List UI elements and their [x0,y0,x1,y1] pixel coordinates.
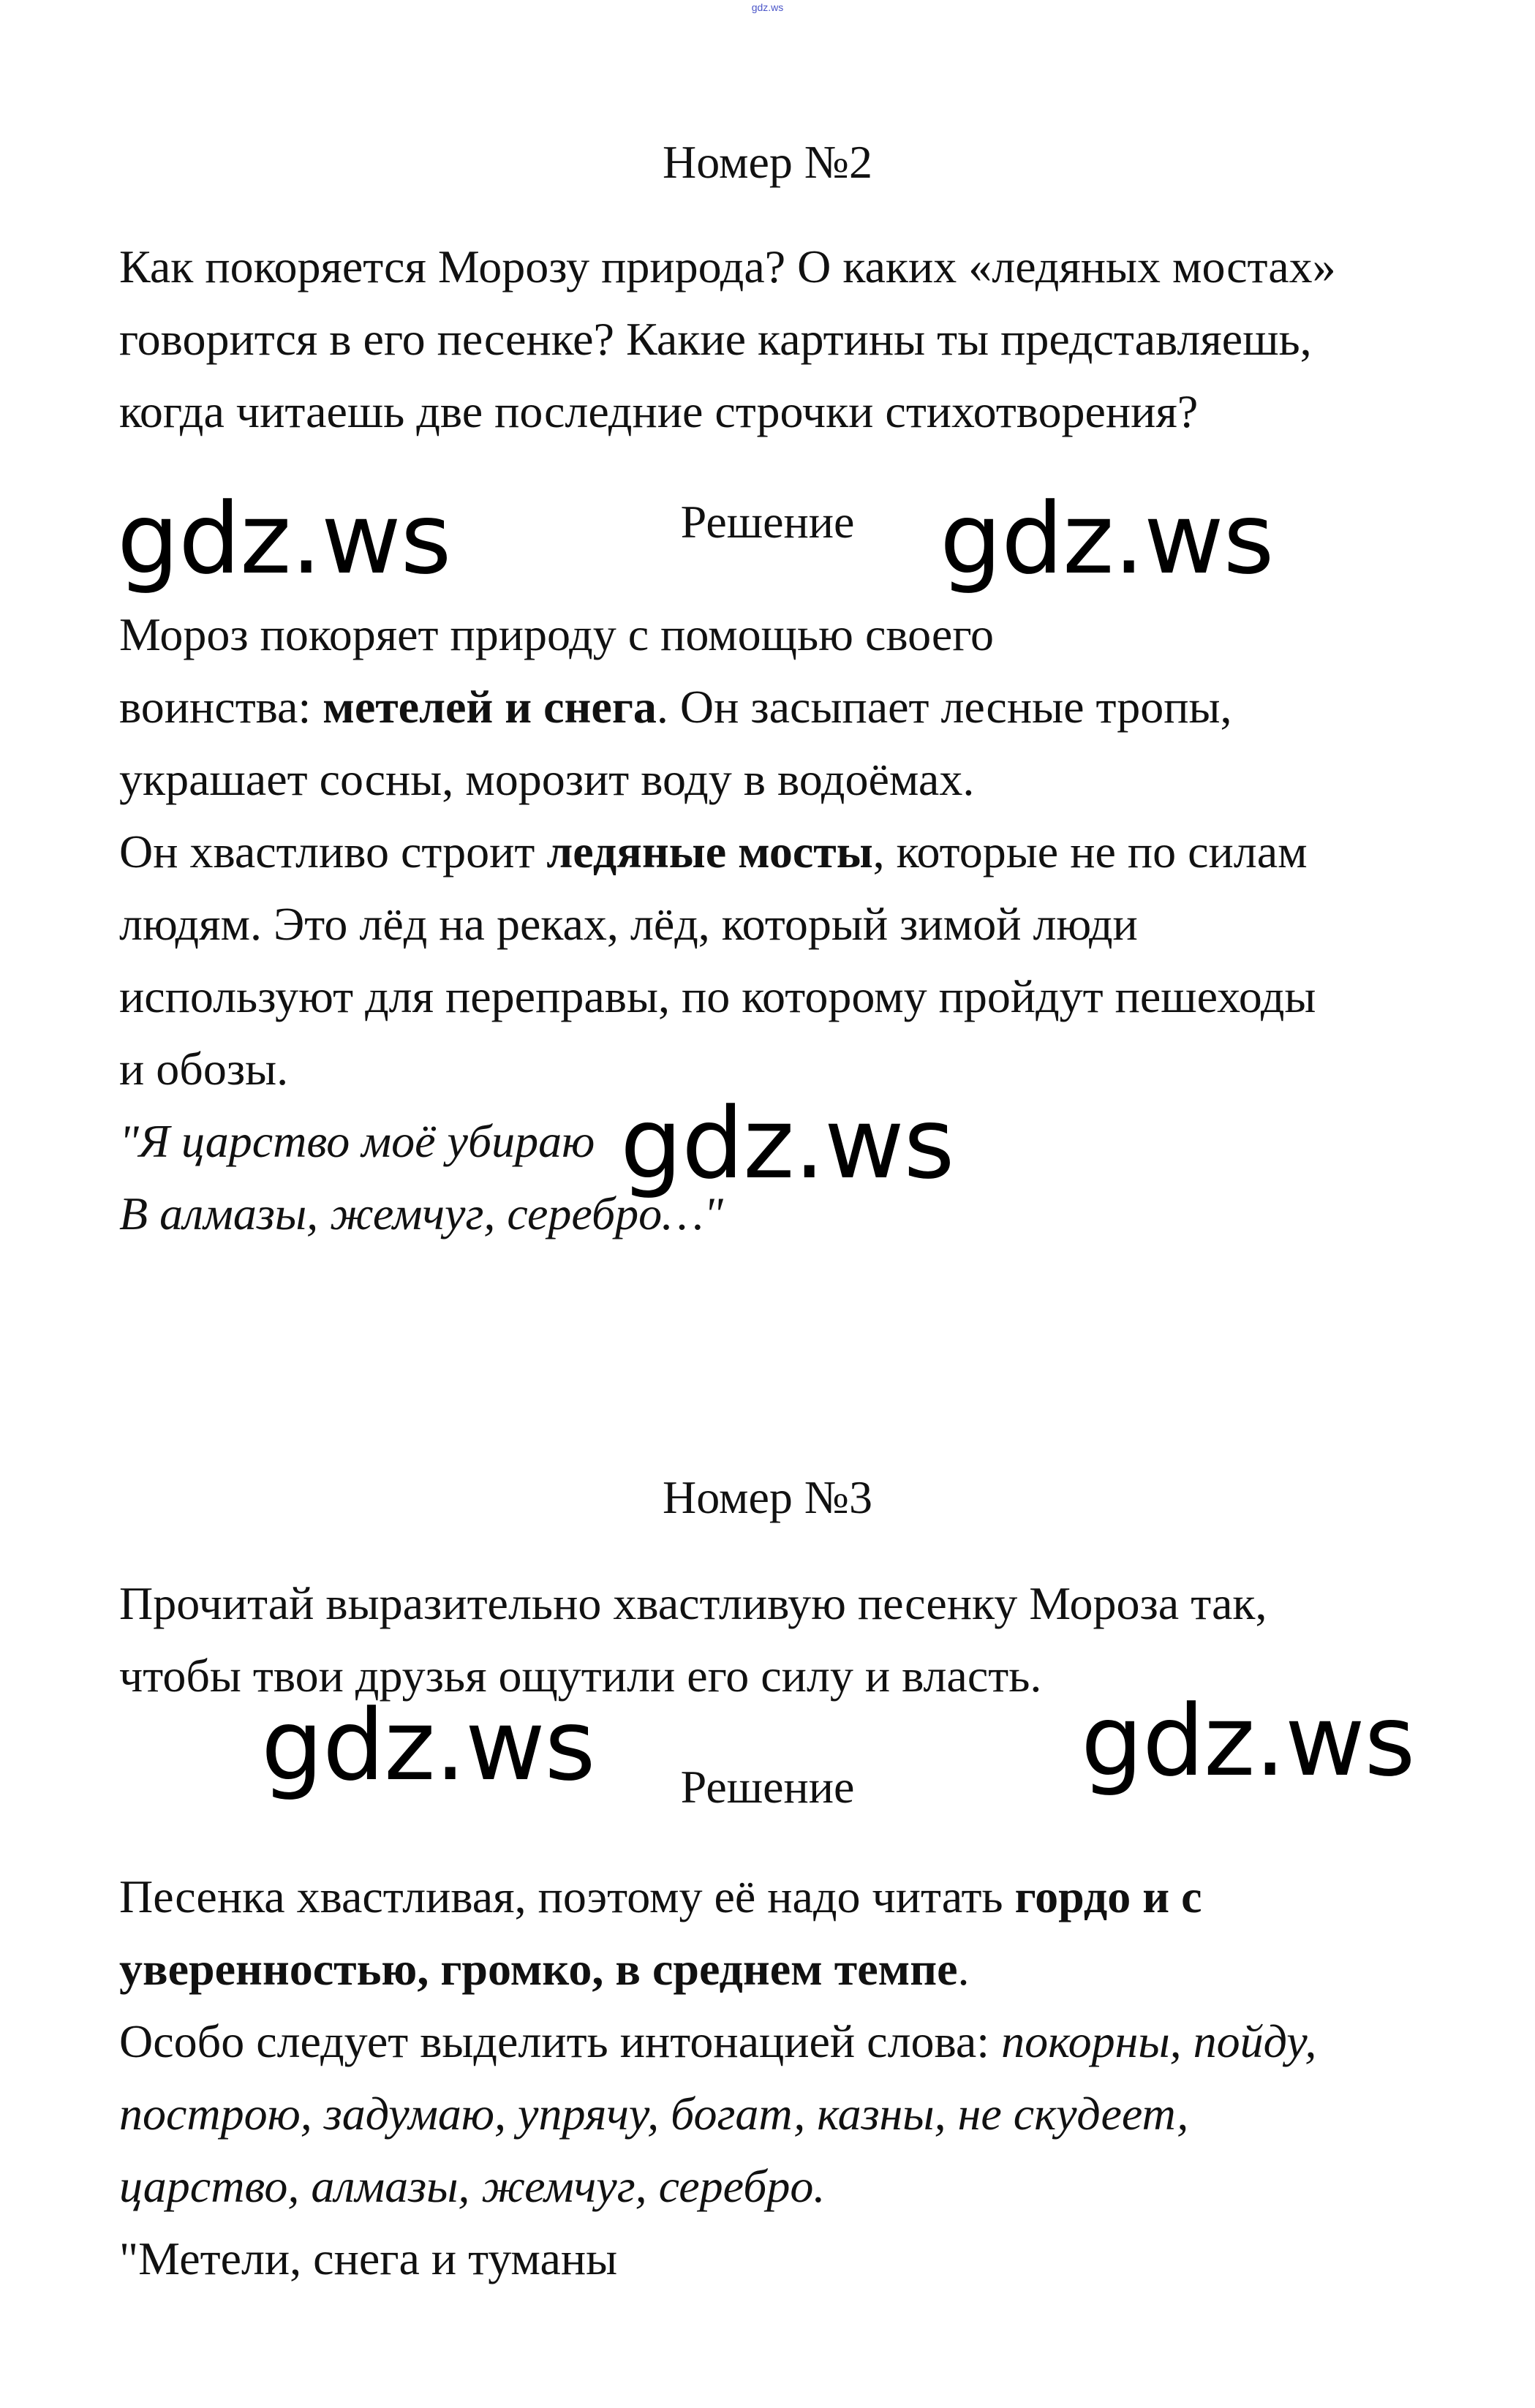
question-line: чтобы твои друзья ощутили его силу и власть. [119,1650,1042,1702]
answer-text: , которые не по силам [872,826,1308,877]
answer-text: . Он засыпает лесные тропы, [656,681,1232,733]
answer-line [119,671,1450,743]
watermark-logo: gdz.ws [261,1688,595,1803]
answer-line: Мороз покоряет природу с помощью своего [119,608,994,660]
answer-text: Он хвастливо строит [119,826,547,877]
answer-bold-text: метелей и снега [323,681,657,733]
answer-text: Песенка хвастливая, поэтому её надо читать [119,1871,1015,1922]
watermark-logo: gdz.ws [940,482,1274,596]
poem-quote-line: "Я царство моё убираю [119,1115,595,1167]
answer-line: украшает сосны, морозит воду в водоёмах. [119,753,975,805]
question-line: когда читаешь две последние строчки стихотворения? [119,385,1199,437]
answer-bold-text: уверенностью, громко, в среднем темпе [119,1943,958,1995]
section-2-question [119,230,1450,448]
watermark-logo: gdz.ws [620,1087,954,1201]
question-line: Как покоряется Морозу природа? О каких «ледяных мостах» [119,241,1336,292]
watermark-logo: gdz.ws [1081,1684,1415,1798]
top-watermark: gdz.ws [751,1,784,13]
answer-line: и обозы. [119,1043,289,1095]
answer-line: царство, алмазы, жемчуг, серебро. [119,2160,826,2212]
section-2-heading: Номер №2 [663,136,872,188]
answer-italic-text: покорны, пойду, [1001,2015,1317,2067]
poem-quote-line: "Метели, снега и туманы [119,2233,618,2284]
poem-quote-line: В алмазы, жемчуг, серебро…" [119,1188,723,1239]
answer-line [119,1860,1450,1933]
section-2-solution-label: Решение [680,496,855,548]
answer-line [119,2005,1450,2077]
section-3-heading: Номер №3 [663,1471,872,1523]
answer-text: Особо следует выделить интонацией слова: [119,2015,1002,2067]
answer-text: воинства: [119,681,323,733]
answer-bold-text: ледяные мосты [546,826,873,877]
answer-text: . [957,1943,970,1995]
answer-bold-text: гордо и с [1014,1871,1202,1922]
section-3-answer [119,1860,1450,2295]
watermark-logo: gdz.ws [117,482,451,596]
answer-line: людям. Это лёд на реках, лёд, который зимой люди [119,898,1138,950]
question-line: Прочитай выразительно хвастливую песенку Мороза так, [119,1577,1267,1629]
answer-line: построю, задумаю, упрячу, богат, казны, не скудеет, [119,2088,1189,2140]
answer-line [119,1933,1450,2005]
section-3-solution-label: Решение [680,1761,855,1813]
answer-line: используют для переправы, по которому пройдут пешеходы [119,970,1316,1022]
question-line: говорится в его песенке? Какие картины ты представляешь, [119,313,1312,365]
answer-line [119,815,1450,888]
